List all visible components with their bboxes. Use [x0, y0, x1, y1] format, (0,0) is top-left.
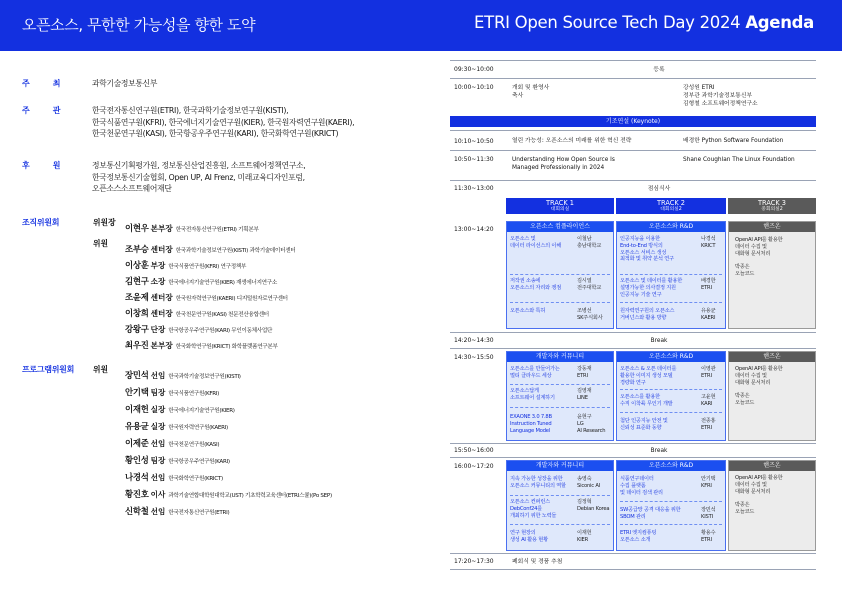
track-3-header: TRACK 3 중회의실2 — [728, 198, 816, 214]
program-member: 신학철 선임 한국전자통신연구원(ETRI) — [125, 506, 230, 516]
host-value: 과학기술정보통신부 — [92, 79, 158, 88]
program-member: 장민석 선임 한국과학기술정보연구원(KISTI) — [125, 370, 241, 380]
org-member-role: 위원 — [93, 239, 109, 248]
session-1: 13:00~14:20 오픈소스 컴플라이언스 오픈소스 및 데이터 라이선스의 이해 이철남 충남대학교 저작권 소송에 오픈소스의 자리와 쟁점 김시열 전주대학교 오픈소스와 특허 조병선 SK주식회사 오픈소스와 R&D 인공지능을 이용한 End-to-End 방식의 오픈소스 서비스 생성 최적화 및 취약 분석 연구 나경석 KRICT 오픈소스 및 데이터를 활용한 설명가능한 의사결정 지원 인공지능 기술 연구 배경한 ETRI 원자력연구원의 오픈소스 거버넌스와 활용 방향 유용균 KAERI 핸즈온 OpenAI API를 활용한 데이터 수집 및 대화형 문서처리 박종은 오늘코드 — [450, 218, 816, 332]
program-member: 유용균 실장 한국원자력연구원(KAERI) — [125, 421, 228, 431]
org-chair-role: 위원장 — [93, 218, 116, 227]
program-member: 나경석 선임 한국화학연구원(KRICT) — [125, 472, 223, 482]
organizer-info — [0, 51, 440, 596]
sponsor-label: 후원 — [22, 161, 84, 170]
schedule-row-closing: 17:20~17:30 폐회식 및 경품 추첨 — [450, 553, 816, 569]
schedule-row-keynote1: 10:10~10:50 열린 가능성: 오픈소스의 미래를 위한 혁신 전략 배경한 Python Software Foundation — [450, 130, 816, 150]
program-committee-label: 프로그램위원회 — [22, 365, 74, 374]
schedule-row-registration: 09:30~10:00 등록 — [450, 60, 816, 78]
organizer-label: 주관 — [22, 106, 84, 115]
organizer-value: 한국전자통신연구원(ETRI), 한국과학기술정보연구원(KISTI), 한국식품연구원(KFRI), 한국에너지기술연구원(KIER), 한국원자력연구원(KAERI), 한국천문연구원(KASI), 한국항공우주연구원(KARI), 한국화학연구원(KRICT) — [92, 106, 355, 139]
sponsor-value: 정보통신기획평가원, 정보통신산업진흥원, 소프트웨어정책연구소, 한국정보통신기술협회, Open UP, AI Frenz, 미래교육디자인포럼, 오픈소스소프트웨어재단 — [92, 161, 306, 194]
org-chair-member: 이현우 본부장 한국전자통신연구원(ETRI) 기획본부 — [125, 223, 259, 233]
session-2-track-2: 오픈소스와 R&D 오픈소스 & 오픈 데이터를 활용한 이미지 생성 모델 경량화 연구 이영관 ETRI 오픈소스를 활용한 수직 이착륙 무인기 개발 고윤현 KARI 첨단 인공지능 안전 및 신뢰성 표준화 동향 전종홍 ETRI — [616, 351, 726, 441]
host-label: 주최 — [22, 79, 84, 88]
header-band — [0, 0, 842, 51]
session-1-track-3: 핸즈온 OpenAI API를 활용한 데이터 수집 및 대화형 문서처리 박종은 오늘코드 — [728, 221, 816, 329]
session-3-track-2: 오픈소스와 R&D 식품연구데이터 수집 플랫폼 및 데이터 검색 관리 안기택 KFRI SW공급망 공격 대응을 위한 SBOM 관리 장민석 KISTI ETRI 엣지컴퓨팅 오픈소스 소개 황용수 ETRI — [616, 460, 726, 551]
schedule-row-opening: 10:00~10:10 개회 및 환영사 축사 강성원 ETRI 정부관 과학기술정보통신부 김형철 소프트웨어정책연구소 — [450, 78, 816, 116]
program-member: 황인성 팀장 한국항공우주연구원(KARI) — [125, 455, 230, 465]
org-member: 김현구 소장 한국에너지기술연구원(KIER) 재생에너지연구소 — [125, 276, 277, 286]
track-2-header: TRACK 2 대회의실2 — [616, 198, 726, 214]
program-member: 이재헌 실장 한국에너지기술연구원(KIER) — [125, 404, 235, 414]
org-member: 이상훈 부장 한국식품연구원(KFRI) 연구정책부 — [125, 260, 247, 270]
org-committee-label: 조직위원회 — [22, 218, 60, 227]
session-2-track-1: 개발자와 커뮤니티 오픈소스를 만들어가는 멀티 클라우드 세상 강동재 ETRI 오픈소스답게 소프트웨어 설계하기 김영재 LINE EXAONE 3.0 7.8B Instruction Tuned Language Model 윤현구 LG AI Research — [506, 351, 614, 441]
track-1-header: TRACK 1 대회의실 — [506, 198, 614, 214]
header-slogan: 오픈소스, 무한한 가능성을 향한 도약 — [22, 16, 256, 34]
session-1-track-2: 오픈소스와 R&D 인공지능을 이용한 End-to-End 방식의 오픈소스 서비스 생성 최적화 및 취약 분석 연구 나경석 KRICT 오픈소스 및 데이터를 활용한 설명가능한 의사결정 지원 인공지능 기술 연구 배경한 ETRI 원자력연구원의 오픈소스 거버넌스와 활용 방향 유용균 KAERI — [616, 221, 726, 329]
header-event-title — [474, 13, 814, 32]
event-name: ETRI Open Source Tech Day 2024 — [474, 13, 746, 32]
session-3: 16:00~17:20 개발자와 커뮤니티 지속 가능한 성장을 위한 오픈소스 커뮤니티의 역할 송영숙 Siconic AI 오픈소스 컨퍼런스 DebConf24를 개최하기 위한 노력들 김정혁 Debian Korea 연구 현장의 생성 AI 활용 현황 이재헌 KIER 오픈소스와 R&D 식품연구데이터 수집 플랫폼 및 데이터 검색 관리 안기택 KFRI SW공급망 공격 대응을 위한 SBOM 관리 장민석 KISTI ETRI 엣지컴퓨팅 오픈소스 소개 황용수 ETRI 핸즈온 OpenAI API를 활용한 데이터 수집 및 대화형 문서처리 박종은 오늘코드 — [450, 457, 816, 553]
org-member: 최우진 본부장 한국화학연구원(KRICT) 화학플랫폼연구본부 — [125, 340, 278, 350]
session-2-track-3: 핸즈온 OpenAI API를 활용한 데이터 수집 및 대화형 문서처리 박종은 오늘코드 — [728, 351, 816, 441]
agenda-label: Agenda — [745, 13, 814, 32]
break-2: 15:50~16:00 Break — [450, 443, 816, 457]
session-1-track-1: 오픈소스 컴플라이언스 오픈소스 및 데이터 라이선스의 이해 이철남 충남대학교 저작권 소송에 오픈소스의 자리와 쟁점 김시열 전주대학교 오픈소스와 특허 조병선 SK주식회사 — [506, 221, 614, 329]
program-member: 황진호 이사 과학기술연합대학원대학교(UST) 기초학력교육센터(ETRI스쿨)(Po SEP) — [125, 489, 332, 499]
schedule-row-keynote2: 10:50~11:30 Understanding How Open Source Is Managed Professionally in 2024 Shane Coughlan The Linux Foundation — [450, 150, 816, 180]
session-2: 14:30~15:50 개발자와 커뮤니티 오픈소스를 만들어가는 멀티 클라우드 세상 강동재 ETRI 오픈소스답게 소프트웨어 설계하기 김영재 LINE EXAONE 3.0 7.8B Instruction Tuned Language Model 윤현구 LG AI Research 오픈소스와 R&D 오픈소스 & 오픈 데이터를 활용한 이미지 생성 모델 경량화 연구 이영관 ETRI 오픈소스를 활용한 수직 이착륙 무인기 개발 고윤현 KARI 첨단 인공지능 안전 및 신뢰성 표준화 동향 전종홍 ETRI 핸즈온 OpenAI API를 활용한 데이터 수집 및 대화형 문서처리 박종은 오늘코드 — [450, 348, 816, 443]
org-member: 조윤제 센터장 한국원자력연구원(KAERI) 디지털원자로연구센터 — [125, 292, 288, 302]
session-3-track-3: 핸즈온 OpenAI API를 활용한 데이터 수집 및 대화형 문서처리 박종은 오늘코드 — [728, 460, 816, 551]
program-member: 이제준 선임 한국천문연구원(KASI) — [125, 438, 220, 448]
schedule-bottom-rule — [450, 569, 816, 570]
org-member: 강왕구 단장 한국항공우주연구원(KARI) 무인이동체사업단 — [125, 324, 273, 334]
keynote-bar: 기조연설 (Keynote) — [450, 116, 816, 127]
org-member: 조부승 센터장 한국과학기술정보연구원(KISTI) 과학기술데이터센터 — [125, 244, 296, 254]
session-3-track-1: 개발자와 커뮤니티 지속 가능한 성장을 위한 오픈소스 커뮤니티의 역할 송영숙 Siconic AI 오픈소스 컨퍼런스 DebConf24를 개최하기 위한 노력들 김정혁 Debian Korea 연구 현장의 생성 AI 활용 현황 이재헌 KIER — [506, 460, 614, 551]
program-member-role: 위원 — [93, 365, 109, 374]
schedule-row-lunch: 11:30~13:00 점심식사 — [450, 180, 816, 196]
program-member: 안기택 팀장 한국식품연구원(KFRI) — [125, 387, 220, 397]
org-member: 이창희 센터장 한국천문연구원(KASI) 천문전산융합센터 — [125, 308, 269, 318]
break-1: 14:20~14:30 Break — [450, 332, 816, 348]
